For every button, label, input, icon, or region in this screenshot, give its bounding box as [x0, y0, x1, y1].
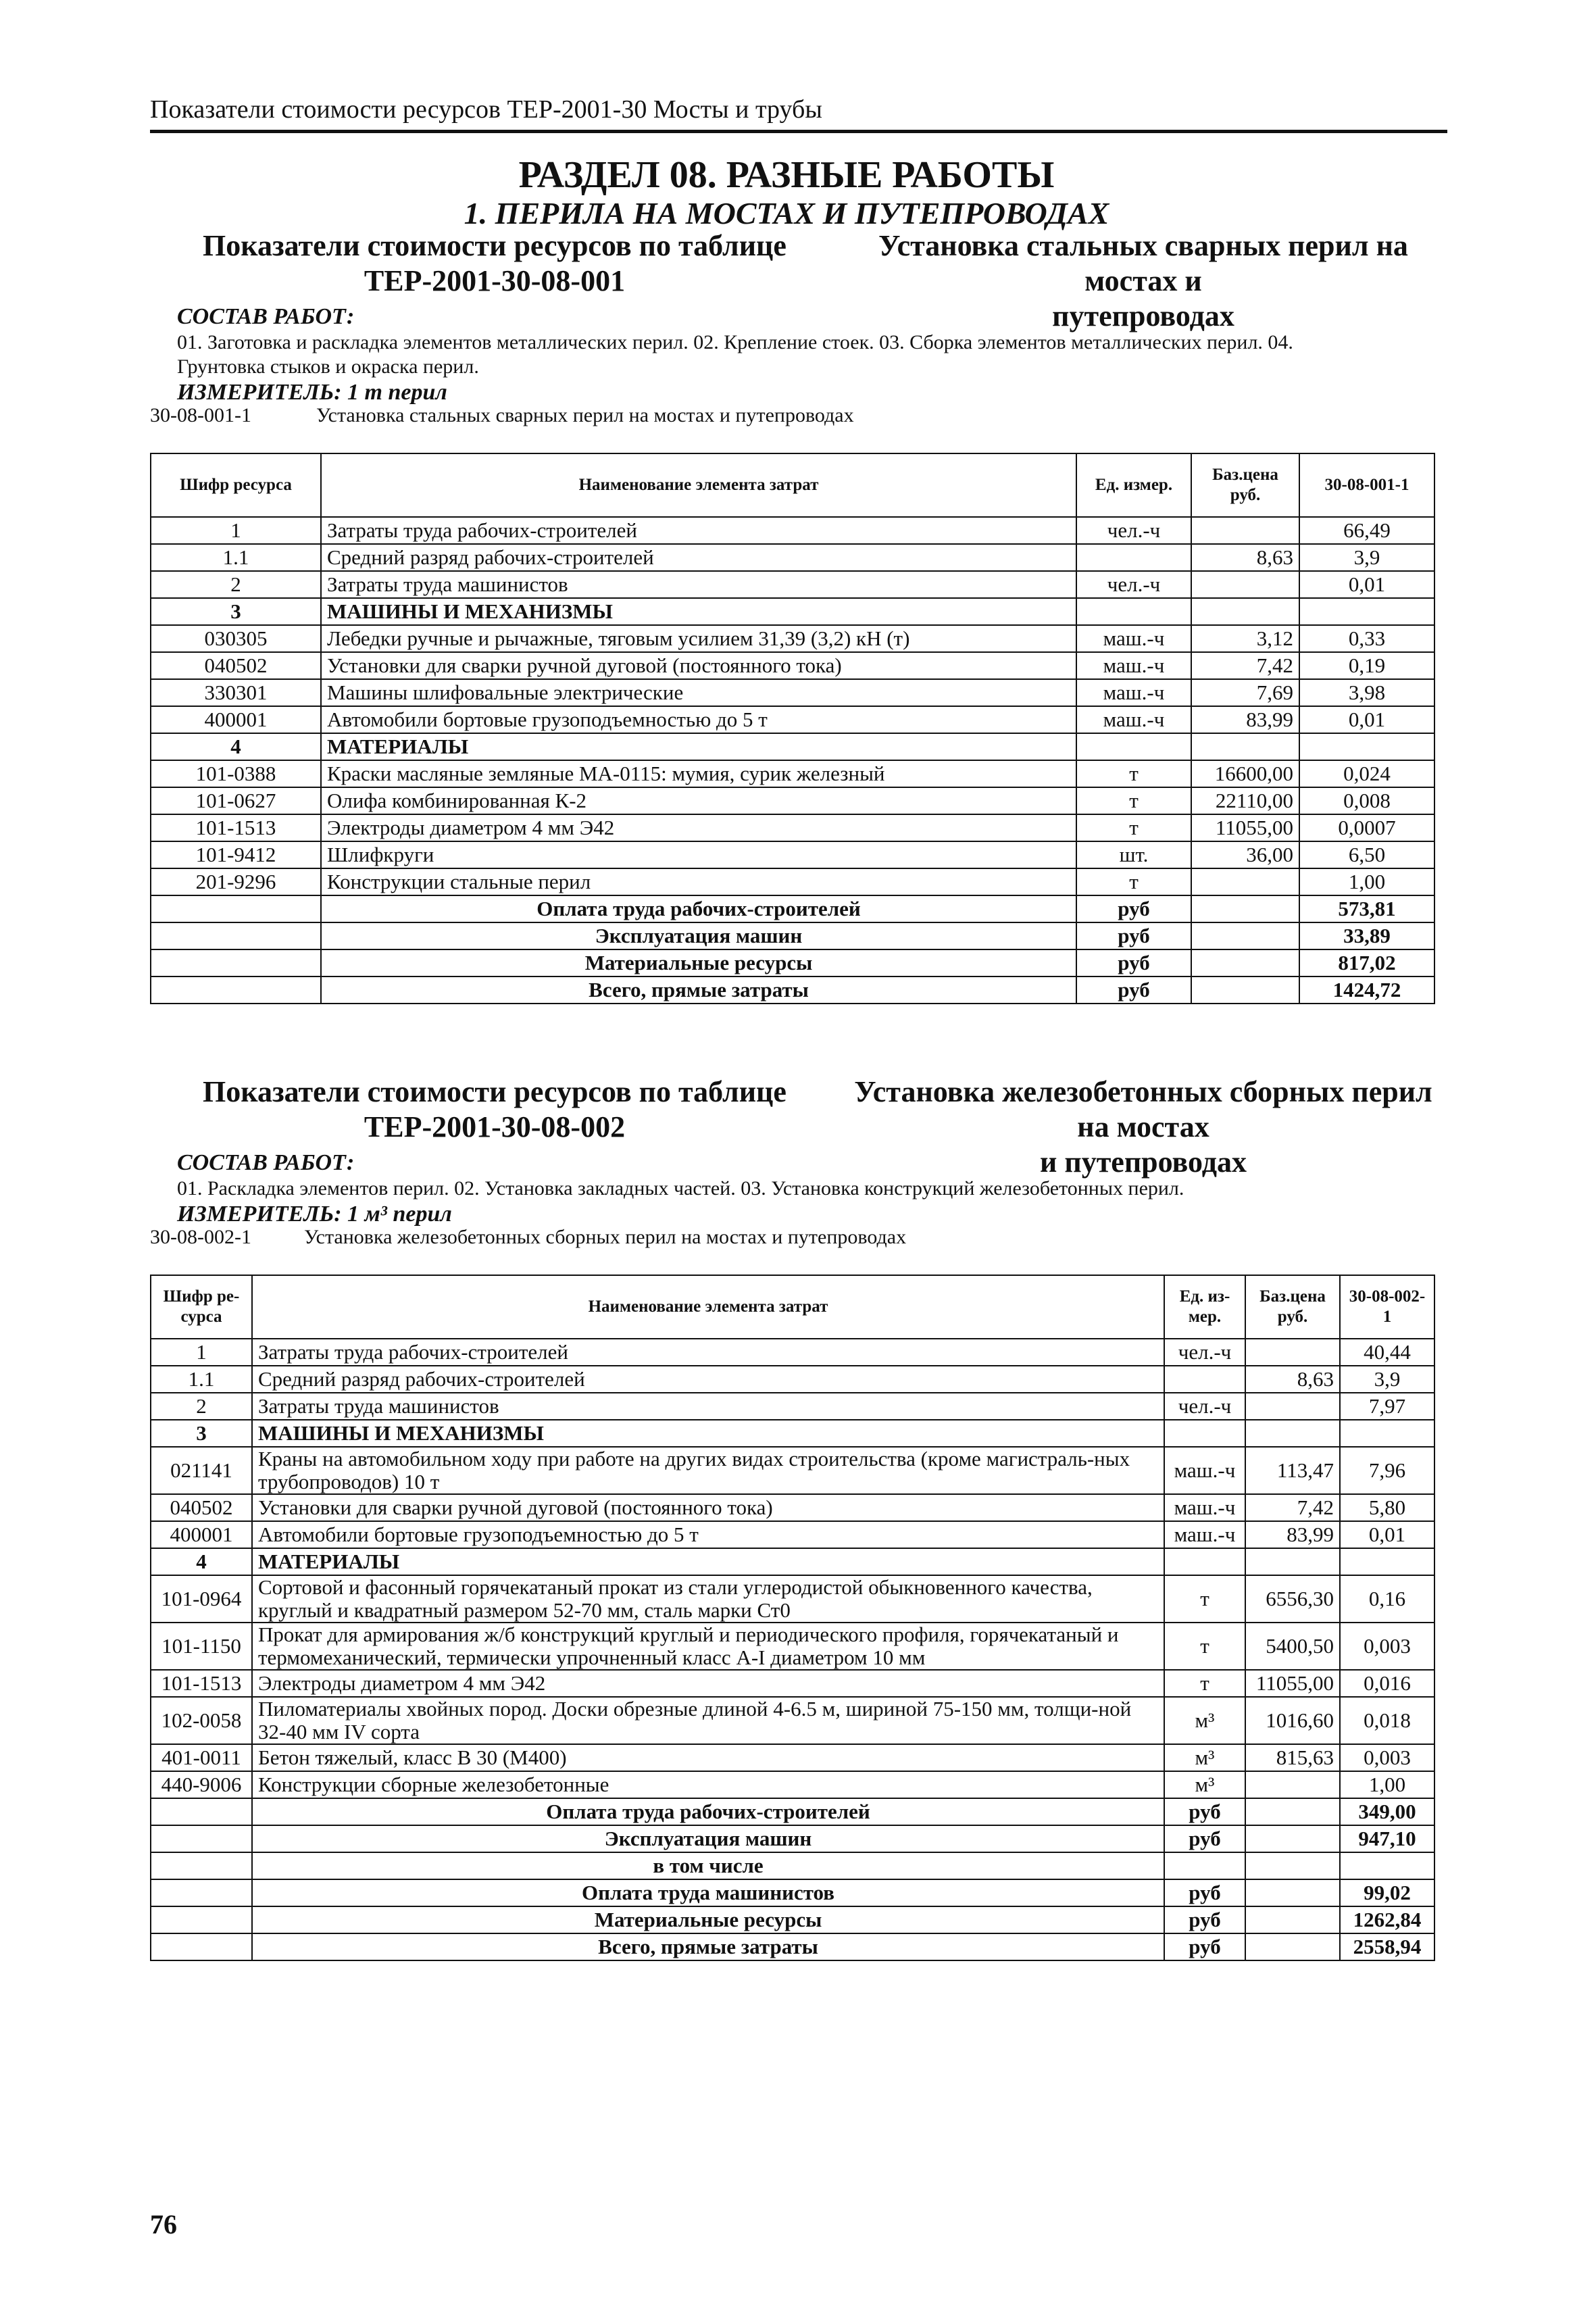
- resource-name: МАТЕРИАЛЫ: [252, 1548, 1164, 1575]
- resource-unit: [1164, 1366, 1245, 1393]
- resource-value: 0,024: [1299, 760, 1434, 787]
- table-row: [151, 1771, 1434, 1798]
- table-1-composition-line1: 01. Заготовка и раскладка элементов металлических перил. 02. Крепление стоек. 03. Сборка элементов металлических перил. 04.: [177, 331, 1293, 353]
- table-row: [151, 652, 1434, 679]
- table-2-heading-left: [150, 1074, 839, 1145]
- column-header-name: Наименование элемента затрат: [252, 1275, 1164, 1339]
- resource-name: Установки для сварки ручной дуговой (постоянного тока): [321, 652, 1076, 679]
- resource-unit: маш.-ч: [1076, 706, 1191, 733]
- resource-price: [1245, 1548, 1340, 1575]
- subsection-title: 1. ПЕРИЛА НА МОСТАХ И ПУТЕПРОВОДАХ: [464, 196, 1109, 230]
- resource-name: Прокат для армирования ж/б конструкций круглый и периодического профиля, горячекатаный и термомеханический, термически упрочненный класс А-I диаметром 10 мм: [252, 1623, 1164, 1670]
- resource-value: [1340, 1420, 1434, 1447]
- resource-name: МАТЕРИАЛЫ: [321, 733, 1076, 760]
- resource-value: 0,008: [1299, 787, 1434, 814]
- summary-value: 99,02: [1340, 1879, 1434, 1906]
- resource-unit: маш.-ч: [1076, 652, 1191, 679]
- resource-price: [1191, 598, 1299, 625]
- resource-value: [1299, 733, 1434, 760]
- summary-blank-cell: [151, 1798, 252, 1825]
- summary-blank-cell: [151, 1852, 252, 1879]
- resource-value: 1,00: [1340, 1771, 1434, 1798]
- resource-value: 1,00: [1299, 868, 1434, 895]
- table-row: [151, 1548, 1434, 1575]
- summary-name: Материальные ресурсы: [321, 949, 1076, 976]
- column-header-code: Шифр ре-сурса: [151, 1275, 252, 1339]
- resource-name: Бетон тяжелый, класс В 30 (М400): [252, 1744, 1164, 1771]
- resource-name: Электроды диаметром 4 мм Э42: [321, 814, 1076, 841]
- resource-value: 3,9: [1340, 1366, 1434, 1393]
- resource-value: 0,018: [1340, 1697, 1434, 1744]
- summary-blank-cell: [151, 922, 321, 949]
- summary-row: [151, 1852, 1434, 1879]
- resource-value: 0,16: [1340, 1575, 1434, 1623]
- resource-code: 1.1: [151, 544, 321, 571]
- resource-unit: маш.-ч: [1164, 1447, 1245, 1494]
- resource-unit: т: [1076, 868, 1191, 895]
- resource-code: 030305: [151, 625, 321, 652]
- resource-unit: [1076, 733, 1191, 760]
- resource-name: Автомобили бортовые грузоподъемностью до 5 т: [321, 706, 1076, 733]
- resource-price: 11055,00: [1245, 1670, 1340, 1697]
- resource-value: [1340, 1548, 1434, 1575]
- resource-code: 102-0058: [151, 1697, 252, 1744]
- summary-value: 349,00: [1340, 1798, 1434, 1825]
- resource-value: 0,01: [1299, 571, 1434, 598]
- table-row: [151, 1670, 1434, 1697]
- table-row: [151, 706, 1434, 733]
- resource-name: Сортовой и фасонный горячекатаный прокат из стали углеродистой обыкновенного качества, круглый и квадратный размером 52-70 мм, сталь марки Ст0: [252, 1575, 1164, 1623]
- summary-unit: руб: [1164, 1933, 1245, 1960]
- resource-value: 0,003: [1340, 1744, 1434, 1771]
- summary-name: Оплата труда рабочих-строителей: [252, 1798, 1164, 1825]
- table-2-header-row: [151, 1275, 1434, 1339]
- summary-blank-cell: [1245, 1933, 1340, 1960]
- table-row: [151, 1623, 1434, 1670]
- resource-code: 101-0388: [151, 760, 321, 787]
- resource-price: [1191, 868, 1299, 895]
- resource-price: 22110,00: [1191, 787, 1299, 814]
- resource-unit: т: [1164, 1623, 1245, 1670]
- summary-blank-cell: [1245, 1879, 1340, 1906]
- summary-blank-cell: [151, 1933, 252, 1960]
- resource-name: Конструкции стальные перил: [321, 868, 1076, 895]
- table-1-resources: [150, 453, 1435, 1004]
- summary-name: Эксплуатация машин: [252, 1825, 1164, 1852]
- resource-value: 66,49: [1299, 517, 1434, 544]
- resource-code: 101-9412: [151, 841, 321, 868]
- table-2-heading-right: [839, 1074, 1447, 1180]
- resource-price: [1191, 517, 1299, 544]
- table-2-heading-right-line2: и путепроводах: [1039, 1145, 1247, 1179]
- resource-code: 2: [151, 571, 321, 598]
- running-header: Показатели стоимости ресурсов ТЕР-2001-30 Мосты и трубы: [150, 93, 1447, 133]
- table-1-heading-right-line2: путепроводах: [1052, 299, 1234, 332]
- table-1-meter: ИЗМЕРИТЕЛЬ: 1 т перил: [177, 380, 447, 405]
- resource-code: 101-1513: [151, 814, 321, 841]
- resource-name: Машины шлифовальные электрические: [321, 679, 1076, 706]
- table-row: [151, 1339, 1434, 1366]
- summary-value: 947,10: [1340, 1825, 1434, 1852]
- table-2-item-code: 30-08-002-1: [150, 1226, 251, 1248]
- resource-unit: м³: [1164, 1744, 1245, 1771]
- summary-value: [1340, 1852, 1434, 1879]
- resource-value: 0,33: [1299, 625, 1434, 652]
- table-row: [151, 1744, 1434, 1771]
- column-header-unit: Ед. из-мер.: [1164, 1275, 1245, 1339]
- table-row: [151, 1420, 1434, 1447]
- summary-row: [151, 895, 1434, 922]
- column-header-name: Наименование элемента затрат: [321, 453, 1076, 517]
- resource-name: Затраты труда машинистов: [321, 571, 1076, 598]
- summary-row: [151, 1906, 1434, 1933]
- resource-code: 330301: [151, 679, 321, 706]
- summary-blank-cell: [151, 976, 321, 1004]
- resource-name: Установки для сварки ручной дуговой (постоянного тока): [252, 1494, 1164, 1521]
- resource-name: Автомобили бортовые грузоподъемностью до 5 т: [252, 1521, 1164, 1548]
- table-1-composition-line2: Грунтовка стыков и окраска перил.: [177, 355, 479, 378]
- resource-unit: [1076, 544, 1191, 571]
- summary-row: [151, 1933, 1434, 1960]
- summary-name: Эксплуатация машин: [321, 922, 1076, 949]
- table-1-heading-right: [839, 228, 1447, 334]
- resource-name: Электроды диаметром 4 мм Э42: [252, 1670, 1164, 1697]
- table-row: [151, 1575, 1434, 1623]
- resource-unit: т: [1076, 787, 1191, 814]
- resource-name: Олифа комбинированная К-2: [321, 787, 1076, 814]
- resource-value: 0,01: [1340, 1521, 1434, 1548]
- table-1-item-code: 30-08-001-1: [150, 404, 251, 426]
- table-row: [151, 1447, 1434, 1494]
- summary-name: Всего, прямые затраты: [321, 976, 1076, 1004]
- resource-name: Конструкции сборные железобетонные: [252, 1771, 1164, 1798]
- resource-price: 113,47: [1245, 1447, 1340, 1494]
- table-row: [151, 787, 1434, 814]
- table-2-composition-label: СОСТАВ РАБОТ:: [177, 1150, 355, 1175]
- resource-unit: шт.: [1076, 841, 1191, 868]
- summary-blank-cell: [1245, 1852, 1340, 1879]
- resource-unit: чел.-ч: [1164, 1339, 1245, 1366]
- resource-value: 3,9: [1299, 544, 1434, 571]
- table-2-item-name: Установка железобетонных сборных перил на мостах и путепроводах: [304, 1226, 907, 1248]
- resource-code: 2: [151, 1393, 252, 1420]
- table-1-heading-left-line2: ТЕР-2001-30-08-001: [364, 264, 626, 297]
- table-row: [151, 841, 1434, 868]
- table-row: [151, 517, 1434, 544]
- column-header-value: 30-08-001-1: [1299, 453, 1434, 517]
- resource-price: 7,42: [1191, 652, 1299, 679]
- summary-unit: [1164, 1852, 1245, 1879]
- resource-name: Пиломатериалы хвойных пород. Доски обрезные длиной 4-6.5 м, шириной 75-150 мм, толщи-ной 32-40 мм IV сорта: [252, 1697, 1164, 1744]
- resource-code: 440-9006: [151, 1771, 252, 1798]
- resource-value: 0,0007: [1299, 814, 1434, 841]
- resource-unit: [1164, 1420, 1245, 1447]
- column-header-unit: Ед. измер.: [1076, 453, 1191, 517]
- summary-unit: руб: [1076, 976, 1191, 1004]
- resource-price: 6556,30: [1245, 1575, 1340, 1623]
- summary-blank-cell: [1191, 895, 1299, 922]
- table-row: [151, 1393, 1434, 1420]
- summary-row: [151, 1798, 1434, 1825]
- table-row: [151, 760, 1434, 787]
- table-1-header-row: [151, 453, 1434, 517]
- table-2-heading-right-line1: Установка железобетонных сборных перил на мостах: [854, 1075, 1432, 1143]
- resource-code: 4: [151, 1548, 252, 1575]
- summary-unit: руб: [1164, 1798, 1245, 1825]
- resource-price: [1245, 1393, 1340, 1420]
- summary-unit: руб: [1164, 1879, 1245, 1906]
- summary-blank-cell: [151, 949, 321, 976]
- resource-value: 3,98: [1299, 679, 1434, 706]
- resource-name: Затраты труда машинистов: [252, 1393, 1164, 1420]
- summary-blank-cell: [1191, 922, 1299, 949]
- resource-name: Затраты труда рабочих-строителей: [321, 517, 1076, 544]
- resource-value: 0,003: [1340, 1623, 1434, 1670]
- table-row: [151, 1697, 1434, 1744]
- table-2-meter: ИЗМЕРИТЕЛЬ: 1 м³ перил: [177, 1202, 452, 1227]
- resource-price: 815,63: [1245, 1744, 1340, 1771]
- resource-name: Краски масляные земляные МА-0115: мумия, сурик железный: [321, 760, 1076, 787]
- summary-unit: руб: [1164, 1906, 1245, 1933]
- resource-value: 0,01: [1299, 706, 1434, 733]
- resource-name: Лебедки ручные и рычажные, тяговым усилием 31,39 (3,2) кН (т): [321, 625, 1076, 652]
- summary-value: 817,02: [1299, 949, 1434, 976]
- resource-value: 40,44: [1340, 1339, 1434, 1366]
- summary-row: [151, 1825, 1434, 1852]
- table-row: [151, 625, 1434, 652]
- table-2-resources: [150, 1275, 1435, 1961]
- table-row: [151, 1521, 1434, 1548]
- section-title: РАЗДЕЛ 08. РАЗНЫЕ РАБОТЫ: [518, 154, 1055, 196]
- resource-unit: т: [1076, 814, 1191, 841]
- resource-value: 0,19: [1299, 652, 1434, 679]
- summary-value: 1262,84: [1340, 1906, 1434, 1933]
- table-2-composition-line1: 01. Раскладка элементов перил. 02. Установка закладных частей. 03. Установка конструкций железобетонных перил.: [177, 1177, 1184, 1200]
- resource-price: 83,99: [1245, 1521, 1340, 1548]
- summary-row: [151, 976, 1434, 1004]
- resource-code: 1: [151, 517, 321, 544]
- resource-code: 040502: [151, 652, 321, 679]
- summary-value: 2558,94: [1340, 1933, 1434, 1960]
- table-1-heading-left: [150, 228, 839, 299]
- summary-blank-cell: [151, 895, 321, 922]
- summary-name: Оплата труда рабочих-строителей: [321, 895, 1076, 922]
- table-1-heading-right-line1: Установка стальных сварных перил на мостах и: [878, 229, 1408, 297]
- resource-price: [1191, 571, 1299, 598]
- resource-price: 3,12: [1191, 625, 1299, 652]
- page-number: 76: [150, 2209, 177, 2240]
- resource-code: 101-1513: [151, 1670, 252, 1697]
- resource-code: 3: [151, 1420, 252, 1447]
- resource-price: 8,63: [1191, 544, 1299, 571]
- resource-name: Краны на автомобильном ходу при работе на других видах строительства (кроме магистраль-ных трубопроводов) 10 т: [252, 1447, 1164, 1494]
- table-row: [151, 868, 1434, 895]
- summary-name: Материальные ресурсы: [252, 1906, 1164, 1933]
- summary-name: Оплата труда машинистов: [252, 1879, 1164, 1906]
- resource-unit: чел.-ч: [1164, 1393, 1245, 1420]
- resource-code: 1: [151, 1339, 252, 1366]
- resource-value: [1299, 598, 1434, 625]
- summary-blank-cell: [1245, 1825, 1340, 1852]
- resource-code: 101-1150: [151, 1623, 252, 1670]
- resource-price: 5400,50: [1245, 1623, 1340, 1670]
- summary-unit: руб: [1164, 1825, 1245, 1852]
- resource-price: [1245, 1771, 1340, 1798]
- summary-blank-cell: [1245, 1798, 1340, 1825]
- resource-value: 6,50: [1299, 841, 1434, 868]
- resource-code: 401-0011: [151, 1744, 252, 1771]
- resource-name: Шлифкруги: [321, 841, 1076, 868]
- resource-price: [1245, 1339, 1340, 1366]
- column-header-code: Шифр ресурса: [151, 453, 321, 517]
- column-header-price: Баз.цена руб.: [1245, 1275, 1340, 1339]
- resource-name: Средний разряд рабочих-строителей: [321, 544, 1076, 571]
- table-row: [151, 544, 1434, 571]
- resource-unit: т: [1164, 1575, 1245, 1623]
- resource-price: 1016,60: [1245, 1697, 1340, 1744]
- summary-blank-cell: [151, 1825, 252, 1852]
- resource-code: 400001: [151, 706, 321, 733]
- table-2-heading-left-line2: ТЕР-2001-30-08-002: [364, 1110, 626, 1143]
- resource-code: 201-9296: [151, 868, 321, 895]
- resource-unit: м³: [1164, 1771, 1245, 1798]
- summary-value: 33,89: [1299, 922, 1434, 949]
- summary-name: в том числе: [252, 1852, 1164, 1879]
- summary-row: [151, 922, 1434, 949]
- resource-unit: [1164, 1548, 1245, 1575]
- summary-blank-cell: [1191, 949, 1299, 976]
- resource-unit: маш.-ч: [1076, 625, 1191, 652]
- resource-price: 7,69: [1191, 679, 1299, 706]
- table-row: [151, 1366, 1434, 1393]
- resource-value: 0,016: [1340, 1670, 1434, 1697]
- resource-code: 040502: [151, 1494, 252, 1521]
- table-1-composition-label: СОСТАВ РАБОТ:: [177, 304, 355, 329]
- resource-price: 36,00: [1191, 841, 1299, 868]
- resource-value: 7,97: [1340, 1393, 1434, 1420]
- resource-name: МАШИНЫ И МЕХАНИЗМЫ: [321, 598, 1076, 625]
- resource-name: МАШИНЫ И МЕХАНИЗМЫ: [252, 1420, 1164, 1447]
- resource-unit: т: [1164, 1670, 1245, 1697]
- resource-price: 8,63: [1245, 1366, 1340, 1393]
- table-row: [151, 814, 1434, 841]
- table-1-heading-left-line1: Показатели стоимости ресурсов по таблице: [203, 229, 786, 262]
- resource-unit: чел.-ч: [1076, 571, 1191, 598]
- resource-code: 400001: [151, 1521, 252, 1548]
- summary-unit: руб: [1076, 949, 1191, 976]
- resource-value: 5,80: [1340, 1494, 1434, 1521]
- resource-name: Затраты труда рабочих-строителей: [252, 1339, 1164, 1366]
- summary-unit: руб: [1076, 895, 1191, 922]
- resource-code: 101-0964: [151, 1575, 252, 1623]
- summary-name: Всего, прямые затраты: [252, 1933, 1164, 1960]
- resource-code: 101-0627: [151, 787, 321, 814]
- column-header-price: Баз.цена руб.: [1191, 453, 1299, 517]
- resource-unit: т: [1076, 760, 1191, 787]
- resource-code: 4: [151, 733, 321, 760]
- resource-unit: м³: [1164, 1697, 1245, 1744]
- resource-price: 7,42: [1245, 1494, 1340, 1521]
- column-header-value: 30-08-002-1: [1340, 1275, 1434, 1339]
- table-row: [151, 733, 1434, 760]
- table-row: [151, 1494, 1434, 1521]
- resource-unit: маш.-ч: [1164, 1521, 1245, 1548]
- table-row: [151, 598, 1434, 625]
- summary-value: 1424,72: [1299, 976, 1434, 1004]
- resource-price: [1191, 733, 1299, 760]
- resource-price: 83,99: [1191, 706, 1299, 733]
- resource-value: 7,96: [1340, 1447, 1434, 1494]
- summary-blank-cell: [151, 1906, 252, 1933]
- summary-row: [151, 1879, 1434, 1906]
- resource-price: 16600,00: [1191, 760, 1299, 787]
- resource-unit: маш.-ч: [1164, 1494, 1245, 1521]
- summary-value: 573,81: [1299, 895, 1434, 922]
- summary-unit: руб: [1076, 922, 1191, 949]
- resource-code: 3: [151, 598, 321, 625]
- resource-code: 1.1: [151, 1366, 252, 1393]
- resource-price: [1245, 1420, 1340, 1447]
- resource-unit: маш.-ч: [1076, 679, 1191, 706]
- summary-blank-cell: [151, 1879, 252, 1906]
- summary-blank-cell: [1191, 976, 1299, 1004]
- table-1-item-name: Установка стальных сварных перил на мостах и путепроводах: [316, 404, 854, 426]
- resource-price: 11055,00: [1191, 814, 1299, 841]
- summary-row: [151, 949, 1434, 976]
- summary-blank-cell: [1245, 1906, 1340, 1933]
- resource-unit: [1076, 598, 1191, 625]
- resource-code: 021141: [151, 1447, 252, 1494]
- table-row: [151, 571, 1434, 598]
- table-2-heading-left-line1: Показатели стоимости ресурсов по таблице: [203, 1075, 786, 1108]
- resource-unit: чел.-ч: [1076, 517, 1191, 544]
- table-row: [151, 679, 1434, 706]
- resource-name: Средний разряд рабочих-строителей: [252, 1366, 1164, 1393]
